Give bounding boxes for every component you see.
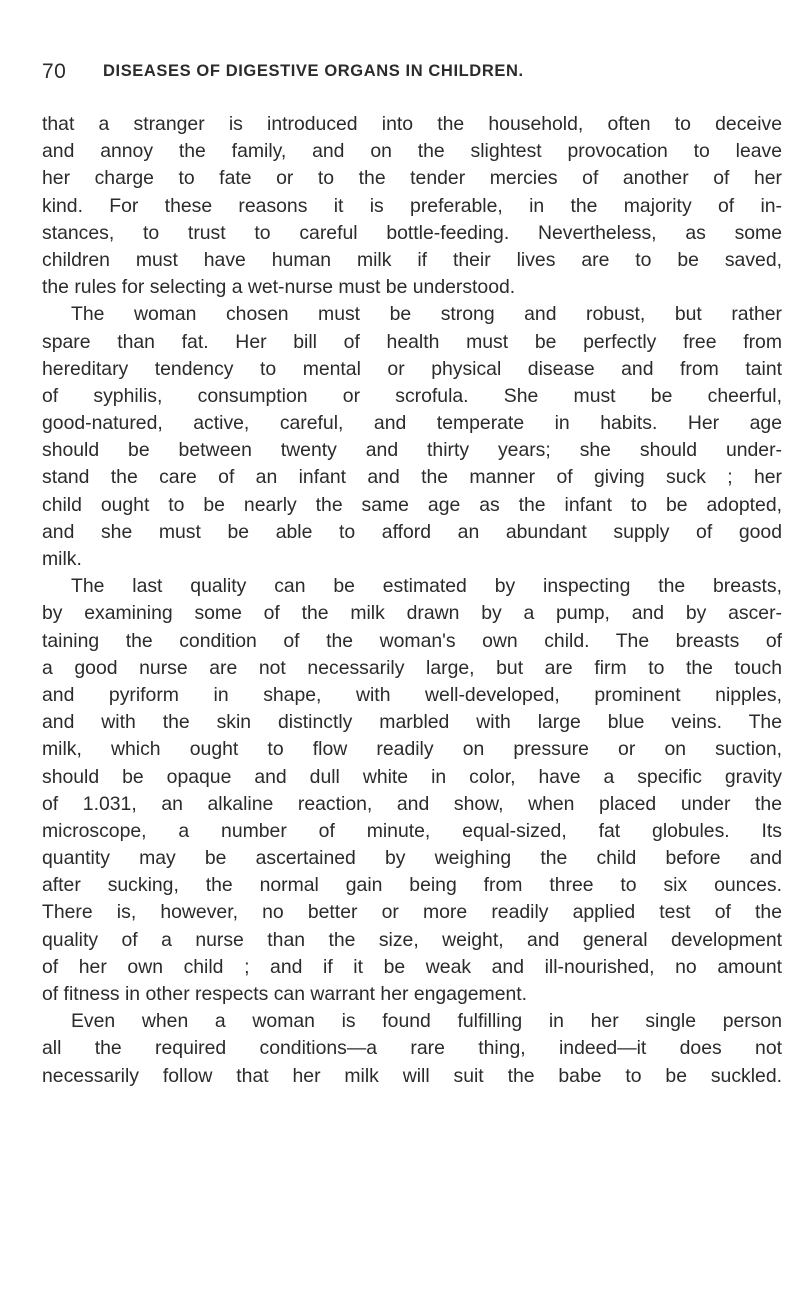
paragraph [42,573,782,1008]
paragraph [42,301,782,573]
text-line: after sucking, the normal gain being from three to six ounces. [42,874,782,897]
text-line: stances, to trust to careful bottle-feeding. Nevertheless, as some [42,221,782,244]
text-line: of her own child ; and if it be weak and ill-nourished, no amount [42,955,782,978]
text-line: by examining some of the milk drawn by a pump, and by ascer- [42,602,782,625]
text-line: microscope, a number of minute, equal-sized, fat globules. Its [42,819,782,842]
text-line: the rules for selecting a wet-nurse must be understood. [42,276,516,299]
text-line: all the required conditions—a rare thing, indeed—it does not [42,1037,782,1060]
text-line: and she must be able to afford an abundant supply of good [42,520,782,543]
text-line: stand the care of an infant and the manner of giving suck ; her [42,466,782,489]
running-title: DISEASES OF DIGESTIVE ORGANS IN CHILDREN. [103,62,524,80]
body-text [42,111,782,1090]
text-line: and annoy the family, and on the slightest provocation to leave [42,140,782,163]
text-line: quantity may be ascertained by weighing the child before and [42,847,782,870]
text-line: of fitness in other respects can warrant her engagement. [42,983,528,1005]
text-line: of syphilis, consumption or scrofula. She must be cheerful, [42,384,782,407]
text-line: of 1.031, an alkaline reaction, and show, when placed under the [42,792,782,815]
text-line: children must have human milk if their lives are to be saved, [42,248,782,271]
text-line: quality of a nurse than the size, weight, and general development [42,928,782,951]
paragraph [42,111,782,301]
text-line: There is, however, no better or more readily applied test of the [42,901,782,924]
text-line: milk. [42,548,82,570]
running-header [42,60,782,90]
text-line: taining the condition of the woman's own child. The breasts of [42,629,782,652]
text-line: should be opaque and dull white in color, have a specific gravity [42,765,782,788]
text-line: The last quality can be estimated by inspecting the breasts, [71,575,782,598]
text-line: Even when a woman is found fulfilling in her single person [71,1010,782,1033]
text-line: necessarily follow that her milk will suit the babe to be suckled. [42,1064,782,1087]
text-line: kind. For these reasons it is preferable, in the majority of in- [42,194,782,217]
text-line: milk, which ought to flow readily on pressure or on suction, [42,738,782,761]
text-line: and with the skin distinctly marbled with large blue veins. The [42,711,782,734]
page-number: 70 [42,60,67,83]
text-line: and pyriform in shape, with well-developed, prominent nipples, [42,683,782,706]
text-line: child ought to be nearly the same age as the infant to be adopted, [42,493,782,516]
text-line: should be between twenty and thirty years; she should under- [42,439,782,462]
text-line: hereditary tendency to mental or physical disease and from taint [42,357,782,380]
text-line: a good nurse are not necessarily large, but are firm to the touch [42,656,782,679]
text-line: The woman chosen must be strong and robust, but rather [71,303,782,326]
text-line: her charge to fate or to the tender mercies of another of her [42,167,782,190]
text-line: spare than fat. Her bill of health must be perfectly free from [42,330,782,353]
paragraph [42,1008,782,1090]
text-line: that a stranger is introduced into the household, often to deceive [42,113,782,135]
text-line: good-natured, active, careful, and temperate in habits. Her age [42,412,782,435]
